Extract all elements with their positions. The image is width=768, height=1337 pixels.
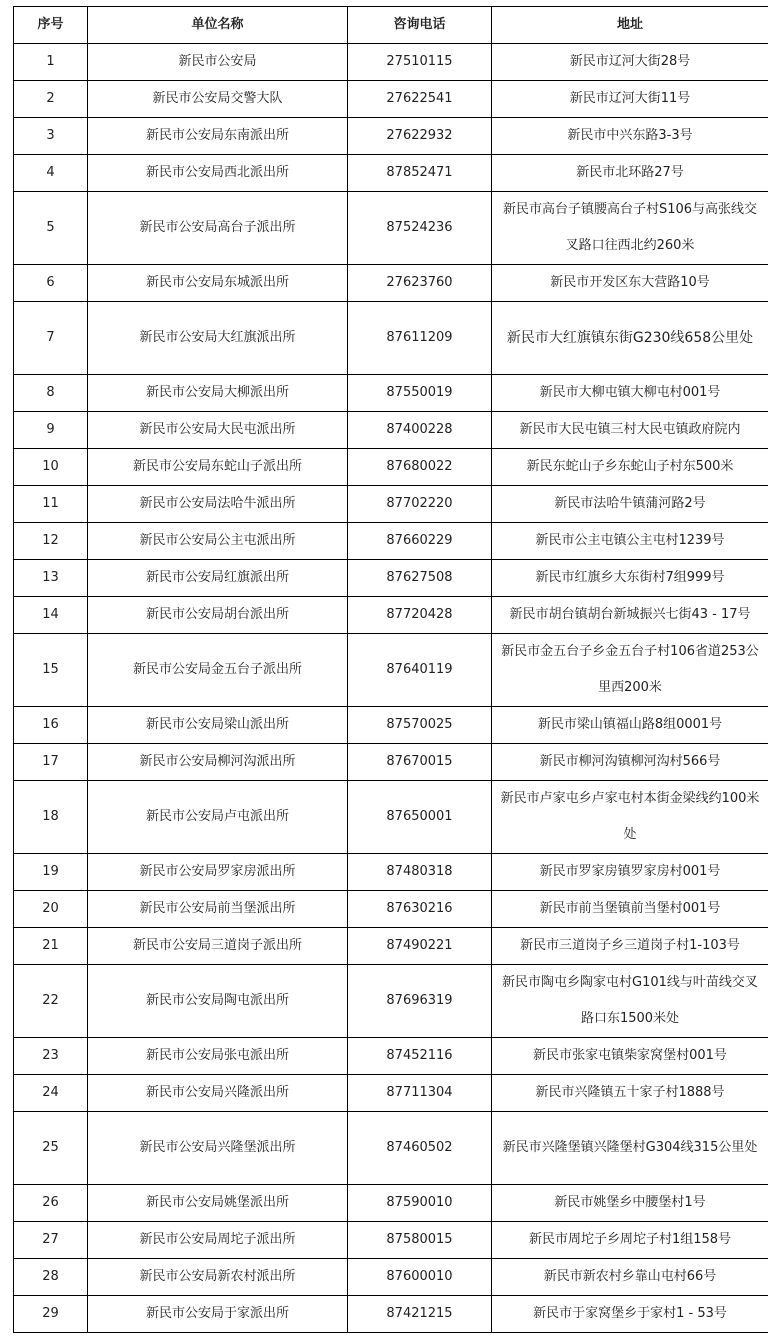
cell-phone: 27622541 — [348, 81, 492, 118]
table-row — [14, 634, 768, 707]
cell-name: 新民市公安局东城派出所 — [88, 265, 348, 302]
cell-no: 21 — [14, 928, 88, 965]
table-row — [14, 965, 768, 1038]
table-row — [14, 302, 768, 375]
table-row — [14, 891, 768, 928]
cell-name: 新民市公安局柳河沟派出所 — [88, 744, 348, 781]
cell-address: 新民市罗家房镇罗家房村001号 — [492, 854, 768, 891]
cell-phone: 87550019 — [348, 375, 492, 412]
cell-phone: 87711304 — [348, 1075, 492, 1112]
table-row — [14, 486, 768, 523]
cell-name: 新民市公安局东南派出所 — [88, 118, 348, 155]
cell-name: 新民市公安局张屯派出所 — [88, 1038, 348, 1075]
cell-address: 新民市张家屯镇柴家窝堡村001号 — [492, 1038, 768, 1075]
cell-name: 新民市公安局金五台子派出所 — [88, 634, 348, 707]
cell-name: 新民市公安局三道岗子派出所 — [88, 928, 348, 965]
cell-address: 新民市前当堡镇前当堡村001号 — [492, 891, 768, 928]
table-row — [14, 1185, 768, 1222]
table-row — [14, 597, 768, 634]
cell-phone: 87680022 — [348, 449, 492, 486]
table-row — [14, 1038, 768, 1075]
cell-phone: 27622932 — [348, 118, 492, 155]
table-row — [14, 523, 768, 560]
cell-no: 16 — [14, 707, 88, 744]
cell-address: 新民市辽河大街11号 — [492, 81, 768, 118]
cell-phone: 87400228 — [348, 412, 492, 449]
table-container — [13, 6, 768, 1333]
cell-address: 新民市周坨子乡周坨子村1组158号 — [492, 1222, 768, 1259]
table-row — [14, 854, 768, 891]
header-row — [14, 7, 768, 44]
cell-name: 新民市公安局红旗派出所 — [88, 560, 348, 597]
table-row — [14, 412, 768, 449]
cell-no: 3 — [14, 118, 88, 155]
cell-address: 新民市胡台镇胡台新城振兴七街43 - 17号 — [492, 597, 768, 634]
cell-phone: 87460502 — [348, 1112, 492, 1185]
cell-phone: 87650001 — [348, 781, 492, 854]
table-row — [14, 1296, 768, 1333]
cell-name: 新民市公安局东蛇山子派出所 — [88, 449, 348, 486]
cell-no: 22 — [14, 965, 88, 1038]
cell-no: 28 — [14, 1259, 88, 1296]
cell-phone: 87600010 — [348, 1259, 492, 1296]
header-address: 地址 — [492, 7, 768, 44]
cell-phone: 87702220 — [348, 486, 492, 523]
cell-phone: 87421215 — [348, 1296, 492, 1333]
table-row — [14, 118, 768, 155]
cell-no: 11 — [14, 486, 88, 523]
cell-address: 新民市大民屯镇三村大民屯镇政府院内 — [492, 412, 768, 449]
cell-no: 6 — [14, 265, 88, 302]
cell-address: 新民市梁山镇福山路8组0001号 — [492, 707, 768, 744]
cell-no: 15 — [14, 634, 88, 707]
table-row — [14, 1222, 768, 1259]
cell-address: 新民市公主屯镇公主屯村1239号 — [492, 523, 768, 560]
cell-name: 新民市公安局交警大队 — [88, 81, 348, 118]
table-row — [14, 81, 768, 118]
cell-no: 18 — [14, 781, 88, 854]
header-phone: 咨询电话 — [348, 7, 492, 44]
cell-address: 新民市高台子镇腰高台子村S106与高张线交叉路口往西北约260米 — [492, 192, 768, 265]
cell-address: 新民市兴隆镇五十家子村1888号 — [492, 1075, 768, 1112]
cell-phone: 87570025 — [348, 707, 492, 744]
cell-phone: 87720428 — [348, 597, 492, 634]
cell-name: 新民市公安局 — [88, 44, 348, 81]
cell-name: 新民市公安局公主屯派出所 — [88, 523, 348, 560]
cell-phone: 87524236 — [348, 192, 492, 265]
cell-no: 17 — [14, 744, 88, 781]
cell-no: 13 — [14, 560, 88, 597]
cell-no: 7 — [14, 302, 88, 375]
cell-name: 新民市公安局大红旗派出所 — [88, 302, 348, 375]
cell-name: 新民市公安局兴隆派出所 — [88, 1075, 348, 1112]
table-row — [14, 1075, 768, 1112]
table-row — [14, 744, 768, 781]
table-row — [14, 44, 768, 81]
cell-address: 新民市北环路27号 — [492, 155, 768, 192]
cell-no: 23 — [14, 1038, 88, 1075]
cell-address: 新民市辽河大街28号 — [492, 44, 768, 81]
cell-name: 新民市公安局罗家房派出所 — [88, 854, 348, 891]
cell-no: 8 — [14, 375, 88, 412]
table-row — [14, 265, 768, 302]
cell-address: 新民市法哈牛镇蒲河路2号 — [492, 486, 768, 523]
cell-address: 新民市中兴东路3-3号 — [492, 118, 768, 155]
table-row — [14, 375, 768, 412]
cell-no: 1 — [14, 44, 88, 81]
cell-address: 新民市于家窝堡乡于家村1 - 53号 — [492, 1296, 768, 1333]
cell-phone: 87696319 — [348, 965, 492, 1038]
cell-phone: 87480318 — [348, 854, 492, 891]
cell-no: 4 — [14, 155, 88, 192]
cell-address: 新民市新农村乡靠山屯村66号 — [492, 1259, 768, 1296]
cell-name: 新民市公安局兴隆堡派出所 — [88, 1112, 348, 1185]
cell-name: 新民市公安局于家派出所 — [88, 1296, 348, 1333]
cell-name: 新民市公安局陶屯派出所 — [88, 965, 348, 1038]
cell-name: 新民市公安局法哈牛派出所 — [88, 486, 348, 523]
cell-name: 新民市公安局大柳派出所 — [88, 375, 348, 412]
cell-phone: 87611209 — [348, 302, 492, 375]
police-contact-table — [13, 6, 768, 1333]
cell-phone: 87660229 — [348, 523, 492, 560]
table-row — [14, 928, 768, 965]
cell-phone: 87590010 — [348, 1185, 492, 1222]
cell-no: 20 — [14, 891, 88, 928]
cell-phone: 87640119 — [348, 634, 492, 707]
cell-address: 新民市卢家屯乡卢家屯村本街金梁线约100米处 — [492, 781, 768, 854]
table-row — [14, 560, 768, 597]
cell-no: 24 — [14, 1075, 88, 1112]
cell-no: 29 — [14, 1296, 88, 1333]
cell-phone: 87580015 — [348, 1222, 492, 1259]
cell-phone: 27623760 — [348, 265, 492, 302]
table-row — [14, 707, 768, 744]
cell-address: 新民市三道岗子乡三道岗子村1-103号 — [492, 928, 768, 965]
cell-no: 2 — [14, 81, 88, 118]
cell-address: 新民市金五台子乡金五台子村106省道253公里西200米 — [492, 634, 768, 707]
table-row — [14, 192, 768, 265]
cell-name: 新民市公安局周坨子派出所 — [88, 1222, 348, 1259]
table-row — [14, 781, 768, 854]
cell-address: 新民市红旗乡大东街村7组999号 — [492, 560, 768, 597]
cell-address: 新民市开发区东大营路10号 — [492, 265, 768, 302]
cell-address: 新民东蛇山子乡东蛇山子村东500米 — [492, 449, 768, 486]
table-row — [14, 1112, 768, 1185]
cell-address: 新民市姚堡乡中腰堡村1号 — [492, 1185, 768, 1222]
cell-address: 新民市陶屯乡陶家屯村G101线与叶苗线交叉路口东1500米处 — [492, 965, 768, 1038]
table-row — [14, 155, 768, 192]
cell-no: 19 — [14, 854, 88, 891]
cell-address: 新民市大柳屯镇大柳屯村001号 — [492, 375, 768, 412]
cell-no: 26 — [14, 1185, 88, 1222]
cell-address: 新民市兴隆堡镇兴隆堡村G304线315公里处 — [492, 1112, 768, 1185]
cell-phone: 27510115 — [348, 44, 492, 81]
cell-name: 新民市公安局大民屯派出所 — [88, 412, 348, 449]
cell-phone: 87490221 — [348, 928, 492, 965]
cell-phone: 87630216 — [348, 891, 492, 928]
cell-address: 新民市大红旗镇东街G230线658公里处 — [492, 302, 768, 375]
header-name: 单位名称 — [88, 7, 348, 44]
table-row — [14, 449, 768, 486]
cell-phone: 87452116 — [348, 1038, 492, 1075]
table-row — [14, 1259, 768, 1296]
cell-no: 9 — [14, 412, 88, 449]
cell-no: 27 — [14, 1222, 88, 1259]
cell-name: 新民市公安局胡台派出所 — [88, 597, 348, 634]
cell-no: 25 — [14, 1112, 88, 1185]
cell-name: 新民市公安局梁山派出所 — [88, 707, 348, 744]
header-no: 序号 — [14, 7, 88, 44]
cell-no: 12 — [14, 523, 88, 560]
cell-no: 10 — [14, 449, 88, 486]
cell-address: 新民市柳河沟镇柳河沟村566号 — [492, 744, 768, 781]
cell-phone: 87852471 — [348, 155, 492, 192]
cell-name: 新民市公安局新农村派出所 — [88, 1259, 348, 1296]
cell-no: 5 — [14, 192, 88, 265]
cell-name: 新民市公安局姚堡派出所 — [88, 1185, 348, 1222]
cell-name: 新民市公安局前当堡派出所 — [88, 891, 348, 928]
cell-name: 新民市公安局西北派出所 — [88, 155, 348, 192]
cell-phone: 87627508 — [348, 560, 492, 597]
cell-name: 新民市公安局卢屯派出所 — [88, 781, 348, 854]
cell-phone: 87670015 — [348, 744, 492, 781]
cell-name: 新民市公安局高台子派出所 — [88, 192, 348, 265]
cell-no: 14 — [14, 597, 88, 634]
